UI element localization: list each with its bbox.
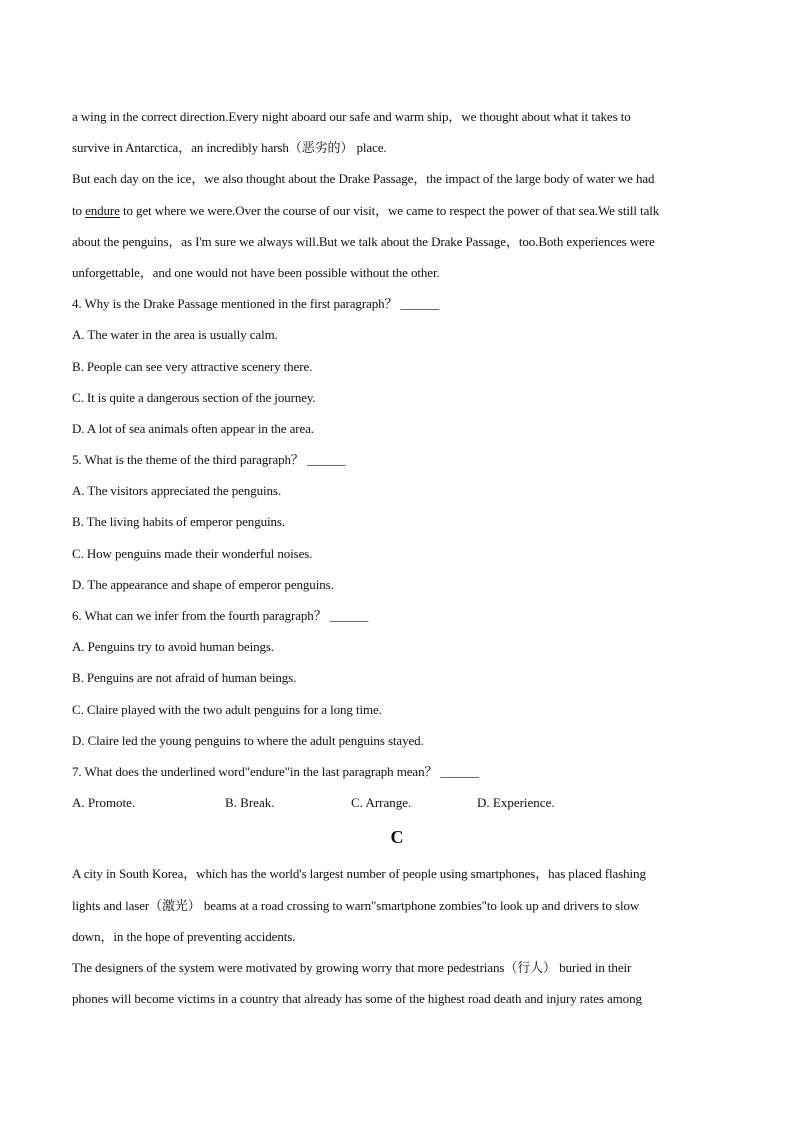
underlined-word: endure	[85, 202, 120, 218]
answer-option: B. The living habits of emperor penguins.	[72, 514, 286, 530]
passage-line: lights and laser（激光） beams at a road crossing to warn"smartphone zombies"to look up and drivers to slow	[72, 897, 640, 913]
answer-option: A. Penguins try to avoid human beings.	[72, 639, 275, 655]
question-stem: 4. Why is the Drake Passage mentioned in the first paragraph？ ______	[72, 296, 439, 312]
answer-option: B. Penguins are not afraid of human beings.	[72, 670, 297, 686]
question-stem: 5. What is the theme of the third paragraph？ ______	[72, 452, 346, 468]
section-c	[72, 816, 722, 1014]
question-6	[72, 600, 722, 756]
passage-text: to	[72, 202, 86, 218]
passage-line: down，in the hope of preventing accidents.	[72, 928, 296, 944]
answer-option: D. A lot of sea animals often appear in the area.	[72, 420, 315, 436]
passage-line	[72, 195, 722, 226]
passage-line: unforgettable，and one would not have been possible without the other.	[72, 264, 440, 280]
passage-line: survive in Antarctica，an incredibly harsh（恶劣的） place.	[72, 140, 387, 156]
answer-option: C. How penguins made their wonderful noises.	[72, 545, 313, 561]
question-4	[72, 288, 722, 444]
passage-line: a wing in the correct direction.Every night aboard our safe and warm ship，we thought about what it takes to	[72, 109, 631, 124]
answer-option: D. Experience.	[477, 795, 555, 811]
answer-options-row	[72, 787, 722, 818]
answer-option: B. Break.	[225, 795, 275, 811]
answer-option: D. Claire led the young penguins to where the adult penguins stayed.	[72, 732, 424, 748]
answer-option: C. It is quite a dangerous section of the journey.	[72, 389, 316, 405]
answer-option: A. The visitors appreciated the penguins.	[72, 483, 282, 499]
question-stem: 6. What can we infer from the fourth paragraph？ ______	[72, 608, 369, 623]
passage-line: A city in South Korea，which has the world's largest number of people using smartphones，has placed flashing	[72, 866, 646, 882]
passage-text: to get where we were.Over the course of our visit，we came to respect the power of that sea.We still talk	[119, 202, 660, 218]
passage-line: The designers of the system were motivated by growing worry that more pedestrians（行人） buried in their	[72, 959, 632, 975]
answer-option: C. Arrange.	[351, 795, 412, 811]
question-7	[72, 756, 722, 818]
answer-option: A. Promote.	[72, 795, 136, 811]
answer-option: D. The appearance and shape of emperor penguins.	[72, 576, 334, 592]
section-heading: C	[390, 827, 404, 848]
passage-line: about the penguins，as I'm sure we always will.But we talk about the Drake Passage，too.Both experiences were	[72, 233, 655, 249]
answer-option: A. The water in the area is usually calm.	[72, 327, 278, 343]
answer-option: B. People can see very attractive scenery there.	[72, 358, 313, 374]
document-page	[72, 101, 722, 1014]
passage-line: But each day on the ice，we also thought about the Drake Passage，the impact of the large body of water we had	[72, 171, 655, 187]
passage-b	[72, 101, 722, 288]
answer-option: C. Claire played with the two adult penguins for a long time.	[72, 701, 382, 717]
question-5	[72, 444, 722, 600]
question-stem: 7. What does the underlined word"endure"in the last paragraph mean？ ______	[72, 763, 479, 779]
passage-line: phones will become victims in a country that already has some of the highest road death and injury rates among	[72, 991, 642, 1007]
